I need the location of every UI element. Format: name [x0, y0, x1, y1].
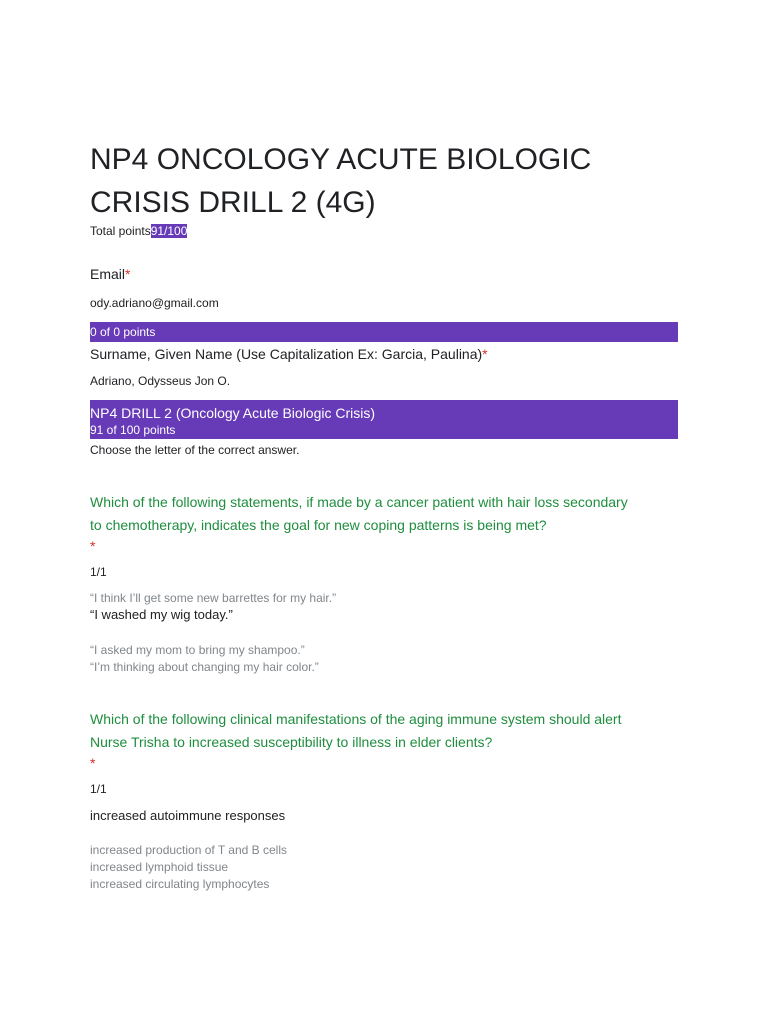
email-points: 0 of 0 points — [90, 325, 156, 339]
total-points — [90, 223, 678, 239]
question-1-line2: to chemotherapy, indicates the goal for new coping patterns is being met? — [90, 517, 547, 533]
email-points-bar — [90, 322, 678, 342]
section-instruction: Choose the letter of the correct answer. — [90, 443, 300, 457]
name-field-value: Adriano, Odysseus Jon O. — [90, 374, 231, 388]
section-header — [90, 400, 678, 439]
question-2-line1: Which of the following clinical manifestations of the aging immune system should alert — [90, 711, 622, 727]
question-2-score: 1/1 — [90, 782, 107, 796]
question-1-option-1: “I think I’ll get some new barrettes for my hair.” — [90, 591, 337, 605]
form-title-line1: NP4 ONCOLOGY ACUTE BIOLOGIC — [90, 143, 592, 176]
email-label-text: Email — [90, 266, 126, 282]
question-2-line2: Nurse Trisha to increased susceptibility to illness in elder clients? — [90, 734, 493, 750]
question-2-option-2: increased production of T and B cells — [90, 843, 288, 857]
section-title: NP4 DRILL 2 (Oncology Acute Biologic Crisis) — [90, 405, 376, 421]
question-1-option-3: “I asked my mom to bring my shampoo.” — [90, 643, 305, 657]
form-title — [90, 138, 678, 224]
name-field-label-text: Surname, Given Name (Use Capitalization Ex: Garcia, Paulina) — [90, 346, 483, 362]
question-1-line1: Which of the following statements, if made by a cancer patient with hair loss secondary — [90, 494, 628, 510]
question-1-option-4: “I’m thinking about changing my hair color.” — [90, 660, 319, 674]
question-1-option-2: “I washed my wig today.” — [90, 607, 233, 622]
question-1-score: 1/1 — [90, 565, 107, 579]
question-2-option-1: increased autoimmune responses — [90, 808, 286, 823]
question-1-text — [90, 491, 678, 537]
section-points: 91 of 100 points — [90, 423, 176, 437]
email-label — [90, 265, 678, 283]
form-content — [90, 138, 678, 892]
question-2-text — [90, 708, 678, 754]
question-2-option-3: increased lymphoid tissue — [90, 860, 229, 874]
total-points-label: Total points — [90, 224, 151, 238]
question-1-required-mark: * — [90, 538, 96, 554]
name-field-label — [90, 345, 678, 363]
email-required-mark: * — [125, 266, 131, 282]
total-points-value: 91/100 — [150, 224, 188, 238]
name-required-mark: * — [482, 346, 488, 362]
question-2-option-4: increased circulating lymphocytes — [90, 877, 270, 891]
form-title-line2: CRISIS DRILL 2 (4G) — [90, 186, 376, 219]
email-value: ody.adriano@gmail.com — [90, 296, 219, 310]
question-2-required-mark: * — [90, 755, 96, 771]
